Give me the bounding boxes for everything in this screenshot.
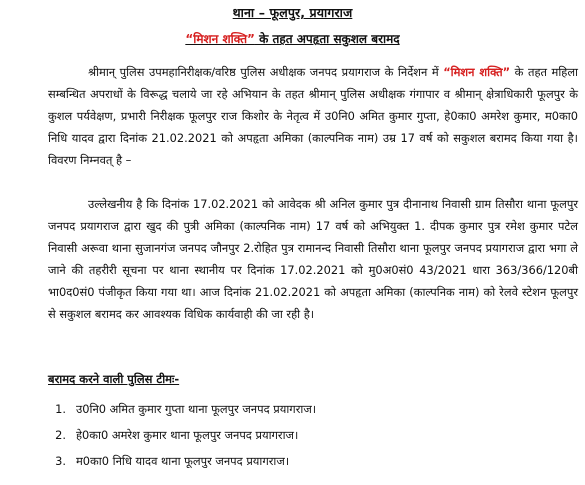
paragraph-details-body: उल्लेखनीय है कि दिनांक 17.02.2021 को आवेदक श्री अनिल कुमार पुत्र दीनानाथ निवासी ग्राम तिसौरा थाना फूलपुर जनपद प्रयागराज द्वारा खुद की पुत्री अमिका (काल्पनिक नाम) 17 वर्ष को अभियुक्त 1. दीपक कुमार पुत्र रमेश कुमार पटेल निवासी अरूवा थाना सुजानगंज जनपद जौनपुर 2.रोहित पुत्र रामानन्द निवासी तिसौरा थाना फूलपुर जनपद प्रयागराज द्वारा भगा ले जाने की तहरीरी सूचना पर थाना स्थानीय पर दिनांक 17.02.2021 को मु0अ0सं0 43/2021 धारा 363/366/120बी भा0द0सं0 पंजीकृत किया गया था। आज दिनांक 21.02.2021 को अपहृता अमिका (काल्पनिक नाम) को रेलवे स्टेशन फूलपुर से सकुशल बरामद कर आवश्यक विधिक कार्यवाही की जा रही है। [48, 197, 578, 321]
list-item [48, 398, 568, 424]
team-list [48, 398, 568, 476]
list-item-text: उ0नि0 अमित कुमार गुप्ता थाना फूलपुर जनपद प्रयागराज। [76, 402, 317, 416]
paragraph-intro-body [48, 61, 578, 171]
page-title: थाना – फूलपुर, प्रयागराज [232, 5, 353, 20]
page-subtitle [0, 30, 585, 47]
list-item-number: 1. [55, 402, 66, 416]
paragraph-details [48, 193, 578, 325]
list-item-number: 2. [55, 428, 66, 442]
list-item-text: हे0का0 अमरेश कुमार थाना फूलपुर जनपद प्रयागराज। [76, 428, 299, 442]
list-item-number: 3. [55, 454, 66, 468]
subtitle-highlight: “मिशन शक्ति” [185, 32, 255, 46]
paragraph-intro [48, 61, 578, 171]
paragraph-intro-part2: के तहत महिला सम्बन्धित अपराधों के विरूद्ध चलाये जा रहे अभियान के तहत श्रीमान् पुलिस अधीक्षक गंगापार व श्रीमान् क्षेत्राधिकारी फूलपुर के कुशल पर्यवेक्षण, प्रभारी निरीक्षक फूलपुर राज किशोर के नेतृत्व में उ0नि0 अमित कुमार गुप्ता, हे0का0 अमरेश कुमार, म0का0 निधि यादव द्वारा दिनांक 21.02.2021 को अपहृता अमिका (काल्पनिक नाम) उम्र 17 वर्ष को सकुशल बरामद किया गया है। विवरण निम्नवत् है – [48, 65, 578, 167]
paragraph-intro-highlight: “मिशन शक्ति” [443, 65, 511, 79]
subtitle-text: के तहत अपहृता सकुशल बरामद [254, 32, 400, 46]
list-item [48, 424, 568, 450]
list-item-text: म0का0 निधि यादव थाना फूलपुर जनपद प्रयागराज। [76, 454, 290, 468]
list-item [48, 450, 568, 476]
paragraph-intro-part1: श्रीमान् पुलिस उपमहानिरीक्षक/वरिष्ठ पुलिस अधीक्षक जनपद प्रयागराज के निर्देशन में [88, 65, 444, 79]
team-heading: बरामद करने वाली पुलिस टीमः- [48, 372, 180, 386]
